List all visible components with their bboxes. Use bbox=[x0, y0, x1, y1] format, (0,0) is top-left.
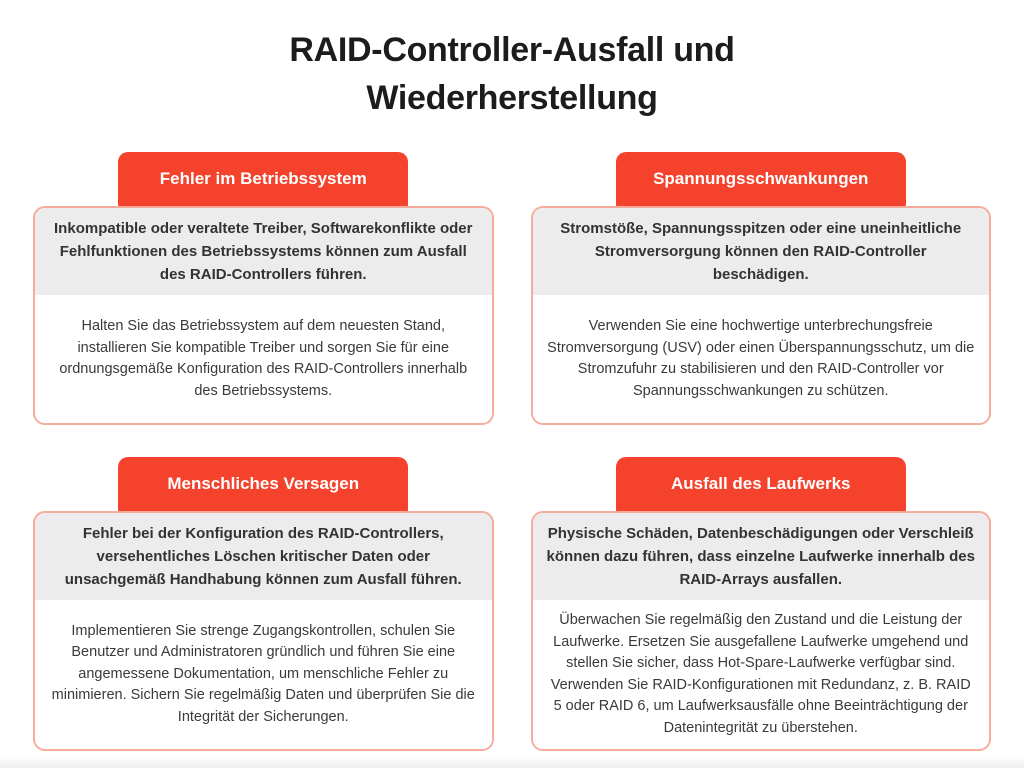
card-solution-text: Verwenden Sie eine hochwertige unterbrechungsfreie Stromversorgung (USV) oder einen Überspannungsschutz, um die Stromzufuhr zu stabilisieren und den RAID-Controller vor Spannungsschwankungen zu schützen. bbox=[533, 295, 990, 423]
card-fehler-im-betriebssystem bbox=[33, 152, 494, 425]
card-header-tab bbox=[616, 457, 906, 519]
card-body bbox=[33, 511, 494, 751]
card-solution-text: Halten Sie das Betriebssystem auf dem neuesten Stand, installieren Sie kompatible Treiber und sorgen Sie für eine ordnungsgemäße Konfiguration des RAID-Controllers innerhalb des Betriebssystems. bbox=[35, 295, 492, 423]
card-cause-text: Stromstöße, Spannungsspitzen oder eine uneinheitliche Stromversorgung können den RAID-Controller beschädigen. bbox=[533, 208, 990, 295]
card-spannungsschwankungen bbox=[531, 152, 992, 425]
card-body bbox=[531, 511, 992, 751]
page-title: RAID-Controller-Ausfall und Wiederherstellung bbox=[289, 31, 735, 117]
card-header-tab bbox=[118, 457, 408, 519]
card-body bbox=[33, 206, 494, 425]
card-body bbox=[531, 206, 992, 425]
card-header-label: Spannungsschwankungen bbox=[653, 169, 869, 188]
card-cause-text: Fehler bei der Konfiguration des RAID-Controllers, versehentliches Löschen kritischer Daten oder unsachgemäß Handhabung können zum Ausfall führen. bbox=[35, 513, 492, 600]
card-solution-text: Überwachen Sie regelmäßig den Zustand und die Leistung der Laufwerke. Ersetzen Sie ausgefallene Laufwerke umgehend und stellen Sie sicher, dass Hot-Spare-Laufwerke verfügbar sind. Verwenden Sie RAID-Konfigurationen mit Redundanz, z. B. RAID 5 oder RAID 6, um Laufwerksausfälle ohne Beeinträchtigung der Datenintegrität zu überstehen. bbox=[533, 600, 990, 749]
card-header-tab bbox=[616, 152, 906, 214]
card-header-label: Menschliches Versagen bbox=[167, 474, 360, 493]
card-ausfall-des-laufwerks bbox=[531, 457, 992, 751]
card-header-label: Fehler im Betriebssystem bbox=[159, 169, 367, 188]
card-cause-text: Physische Schäden, Datenbeschädigungen oder Verschleiß können dazu führen, dass einzelne Laufwerke innerhalb des RAID-Arrays ausfallen. bbox=[533, 513, 990, 600]
card-cause-text: Inkompatible oder veraltete Treiber, Softwarekonflikte oder Fehlfunktionen des Betriebssystems können zum Ausfall des RAID-Controllers führen. bbox=[35, 208, 492, 295]
card-menschliches-versagen bbox=[33, 457, 494, 751]
card-solution-text: Implementieren Sie strenge Zugangskontrollen, schulen Sie Benutzer und Administratoren gründlich und führen Sie eine angemessene Dokumentation, um menschliche Fehler zu minimieren. Sichern Sie regelmäßig Daten und überprüfen Sie die Integrität der Sicherungen. bbox=[35, 600, 492, 749]
card-header-tab bbox=[118, 152, 408, 214]
page-bottom-shadow bbox=[0, 756, 1024, 768]
card-header-label: Ausfall des Laufwerks bbox=[670, 474, 851, 493]
cards-grid bbox=[0, 152, 1024, 751]
